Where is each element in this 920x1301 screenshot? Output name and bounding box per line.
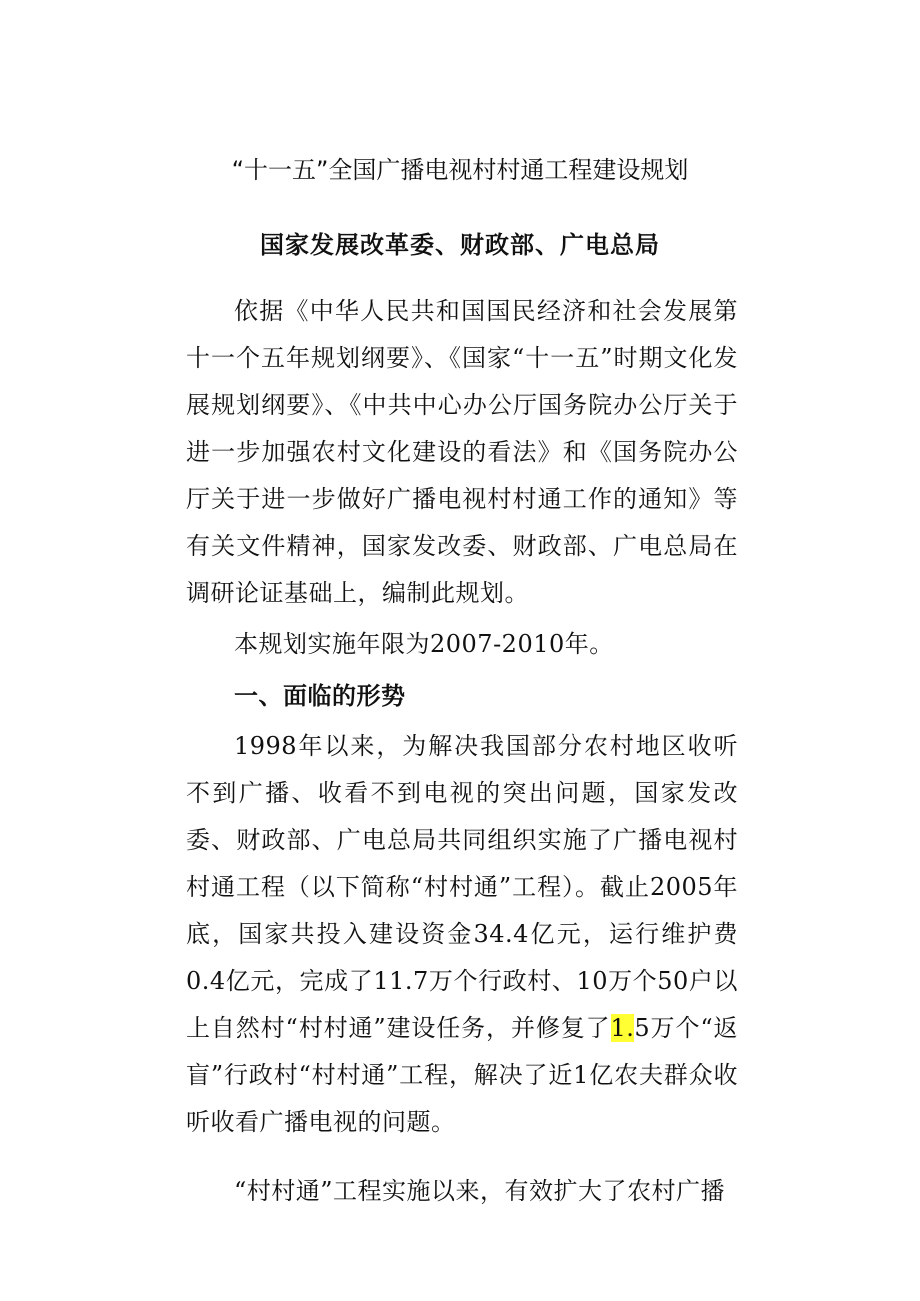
situation-text-part2: 5万个“返盲”行政村“村村通”工程，解决了近1亿农夫群众收听收看广播电视的问题。	[186, 1014, 738, 1136]
situation-text-part1: 1998年以来，为解决我国部分农村地区收听不到广播、收看不到电视的突出问题，国家发改委、财政部、广电总局共同组织实施了广播电视村村通工程（以下简称“村村通”工程）。截止2005年底，国家共投入建设资金34.4亿元，运行维护费0.4亿元，完成了11.7万个行政村、10万个50户以上自然村“村村通”建设任务，并修复了	[186, 732, 738, 1042]
document-title: “十一五”全国广播电视村村通工程建设规划	[231, 156, 689, 184]
paragraph-effect: “村村通”工程实施以来，有效扩大了农村广播	[234, 1177, 726, 1205]
paragraph-period: 本规划实施年限为2007-2010年。	[234, 630, 614, 658]
section-heading-situation: 一、面临的形势	[234, 681, 406, 710]
paragraph-basis: 依据《中华人民共和国国民经济和社会发展第十一个五年规划纲要》、《国家“十一五”时期文化发展规划纲要》、《中共中心办公厅国务院办公厅关于进一步加强农村文化建设的看法》和《国务院办公厅关于进一步做好广播电视村村通工作的通知》等有关文件精神，国家发改委、财政部、广电总局在调研论证基础上，编制此规划。	[186, 297, 738, 607]
paragraph-situation	[186, 723, 738, 1146]
document-body	[186, 288, 738, 1215]
highlighted-text: 1.	[610, 1014, 635, 1042]
document-issuer: 国家发展改革委、财政部、广电总局	[260, 230, 660, 259]
